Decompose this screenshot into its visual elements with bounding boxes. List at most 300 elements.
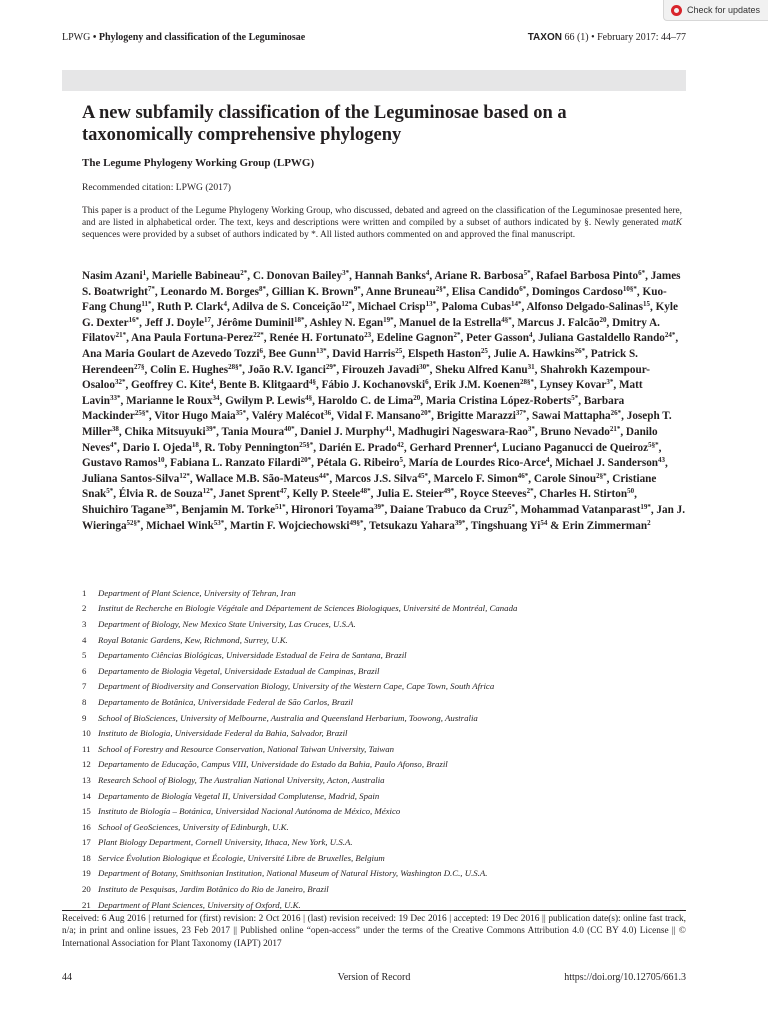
- author-name: Valéry Malécot: [251, 410, 325, 423]
- author-affiliation-mark: 6*: [638, 269, 646, 277]
- affiliation-text: Royal Botanic Gardens, Kew, Richmond, Surrey, U.K.: [98, 634, 288, 645]
- author: [369, 520, 465, 532]
- author-name: Ashley N. Egan: [309, 316, 384, 329]
- author-name: Hannah Banks: [354, 270, 426, 282]
- author: [358, 301, 437, 313]
- recommended-citation: Recommended citation: LPWG (2017): [82, 182, 231, 193]
- author-name: Matt Lavin: [82, 379, 643, 407]
- author: [435, 364, 534, 376]
- author: [124, 426, 216, 438]
- author-name: Marianne le Roux: [126, 394, 213, 407]
- author: [409, 442, 496, 454]
- author-name: Gerhard Prenner: [409, 441, 493, 454]
- crossmark-icon: [671, 5, 682, 16]
- author: [399, 317, 512, 329]
- author-affiliation-mark: 30*: [419, 362, 430, 371]
- author: [300, 426, 392, 438]
- author-affiliation-mark: 2*: [240, 269, 248, 277]
- author-affiliation-mark: 2*: [453, 331, 461, 340]
- version-of-record: Version of Record: [337, 972, 411, 983]
- author-affiliation-mark: 5*: [571, 393, 579, 402]
- affiliation-text: Service Évolution Biologique et Écologie, Université Libre de Bruxelles, Belgium: [98, 852, 385, 863]
- author-affiliation-mark: 31: [527, 362, 535, 371]
- author-name: Michael J. Sanderson: [555, 457, 659, 470]
- author-name: Shahrokh Kazempour-Osaloo: [82, 363, 650, 392]
- author-name: Sheku Alfred Kanu: [435, 363, 528, 376]
- affiliation-text: Department of Botany, Smithsonian Institution, National Museum of Natural History, Washington D.C., U.S.A.: [98, 868, 488, 879]
- author-affiliation-mark: 9*: [353, 284, 361, 293]
- author: [342, 364, 430, 376]
- author-affiliation-mark: 1: [142, 269, 147, 277]
- author-name: Anne Bruneau: [365, 285, 436, 298]
- author-affiliation-mark: 39*: [373, 502, 385, 511]
- author: [154, 410, 246, 422]
- author-name: Daiane Trabuco da Cruz: [390, 503, 509, 516]
- author-name: Cristiane Snak: [82, 472, 657, 501]
- author-name: Adilva de S. Conceição: [232, 301, 342, 314]
- author-affiliation-mark: 26*: [610, 409, 622, 418]
- author-affiliation-mark: 25: [480, 346, 488, 355]
- author-name: Firouzeh Javadi: [341, 363, 420, 376]
- author-affiliation-mark: 24*: [664, 331, 676, 340]
- author: [225, 395, 312, 407]
- affiliation-number: 10: [82, 728, 91, 739]
- author-name: Kelly P. Steele: [292, 488, 361, 501]
- author: [217, 317, 305, 329]
- author-affiliation-mark: 4: [546, 456, 550, 465]
- author-affiliation-mark: 21*: [115, 331, 127, 340]
- author-affiliation-mark: 41: [385, 424, 393, 433]
- author-affiliation-mark: 6: [259, 346, 263, 355]
- affiliation-text: Departamento de Biologia Vegetal, Universidade Estadual de Campinas, Brazil: [98, 665, 380, 676]
- affiliation-list: [82, 585, 686, 912]
- affiliation-item: [82, 663, 686, 679]
- author: [182, 504, 286, 516]
- issue-info: 66 (1) • February 2017: 44–77: [561, 32, 686, 43]
- affiliation-text: Instituto de Pesquisas, Jardim Botânico do Rio de Janeiro, Brazil: [98, 884, 329, 895]
- author-affiliation-mark: 4: [492, 440, 497, 449]
- author-name: Dmitry A. Filatov: [82, 316, 660, 345]
- author: [309, 317, 393, 329]
- affiliation-item: [82, 788, 686, 804]
- author-name: Danilo Neves: [82, 425, 658, 454]
- author-affiliation-mark: 2§*: [596, 471, 607, 480]
- page-number: 44: [62, 972, 72, 983]
- affiliation-item: [82, 585, 686, 601]
- author-affiliation-mark: 39*: [454, 518, 466, 527]
- author-name: Vitor Hugo Maia: [154, 410, 236, 423]
- journal-name: TAXON: [527, 32, 562, 43]
- author-affiliation-mark: 29*: [325, 362, 337, 371]
- author-name: Elspeth Haston: [407, 347, 481, 360]
- author-affiliation-mark: 39*: [165, 502, 176, 511]
- author-affiliation-mark: 43: [658, 456, 666, 465]
- author: [536, 270, 645, 282]
- affiliation-text: Departamento de Biología Vegetal II, Universidad Complutense, Madrid, Spain: [98, 790, 380, 801]
- affiliation-item: [82, 710, 686, 726]
- author-affiliation-mark: 33*: [109, 393, 121, 402]
- author-affiliation-mark: 16*: [128, 315, 140, 324]
- author-affiliation-mark: 25: [395, 346, 403, 355]
- affiliation-number: 8: [82, 696, 87, 707]
- author: [145, 317, 211, 329]
- author-affiliation-mark: 44*: [318, 471, 330, 480]
- author-affiliation-mark: 20: [599, 315, 607, 324]
- author-name: Marielle Babineau: [151, 270, 241, 282]
- author-name: María de Lourdes Rico-Arce: [408, 457, 547, 470]
- author-name: Peter Gasson: [466, 332, 529, 345]
- affiliation-number: 11: [82, 743, 91, 754]
- author-name: Vidal F. Mansano: [336, 410, 421, 423]
- author-affiliation-mark: 45*: [417, 471, 428, 480]
- author: [534, 473, 607, 485]
- author-name: Tetsukazu Yahara: [368, 519, 455, 532]
- author-affiliation-mark: 50: [627, 487, 635, 496]
- author-name: Hironori Toyama: [291, 503, 374, 516]
- author: [204, 442, 313, 454]
- author: [540, 379, 614, 391]
- author: [150, 364, 242, 376]
- author: [119, 488, 213, 500]
- author: [494, 348, 586, 360]
- affiliation-text: Departamento de Botânica, Universidade Federal de São Carlos, Brazil: [98, 696, 354, 707]
- author-name: Chika Mitsuyuki: [124, 425, 206, 438]
- author-name: Bruno Nevado: [540, 425, 610, 438]
- affiliation-text: Institut de Recherche en Biologie Végétale and Département de Sciences Biologiques, Université de Montréal, Canada: [98, 603, 518, 614]
- author-affiliation-mark: 20*: [420, 409, 432, 418]
- author-affiliation-mark: 47: [279, 487, 287, 496]
- author: [532, 410, 621, 422]
- author: [318, 395, 421, 407]
- header-short-title: • Phylogeny and classification of the Leguminosae: [90, 32, 306, 43]
- author: [195, 473, 329, 485]
- author: [390, 504, 515, 516]
- affiliation-number: 1: [82, 587, 87, 598]
- author: [252, 410, 332, 422]
- affiliation-number: 2: [82, 603, 87, 614]
- author-name: Erik J.M. Koenen: [434, 379, 520, 392]
- author-affiliation-mark: 5*: [523, 269, 531, 277]
- author: [434, 473, 529, 485]
- author-name: Patrick S. Herendeen: [82, 347, 638, 376]
- author-name: Paloma Cubas: [441, 301, 511, 314]
- author-affiliation-mark: 4§: [305, 393, 313, 402]
- affiliation-item: [82, 725, 686, 741]
- author-affiliation-mark: 11*: [141, 300, 152, 309]
- author-affiliation-mark: 4: [210, 378, 214, 387]
- author: [272, 286, 361, 298]
- author-name: Royce Steeves: [459, 488, 527, 501]
- author-affiliation-mark: 13*: [425, 300, 437, 309]
- affiliation-number: 4: [82, 634, 87, 645]
- affiliation-number: 16: [82, 821, 91, 832]
- author-list: Nasim Azani$^1$, Marielle Babineau$^{2*}$, C. Donovan Bailey$^{3*}$, Hannah Banks$^4$, Ariane R. Barbosa$^{5*}$, Rafael Barbosa Pinto$^{6*}$, James S. Boatwright$^{7*}$, Leonardo M. Borges$^{8*}$, Gillian K. Brown$^{9*}$, Anne Bruneau$^{2\S*}$, Elisa Candido$^{6*}$, Domingos Cardoso$^{10\S*}$, Kuo-Fang Chung$^{11*}$, Ruth P. Clark$^4$, Adilva de S. Conceição$^{12*}$, Michael Crisp$^{13*}$, Paloma Cubas$^{14*}$, Alfonso Delgado-Salinas$^{15}$, Kyle G. Dexter$^{16*}$, Jeff J. Doyle$^{17}$, Jérôme Duminil$^{18*}$, Ashley N. Egan$^{19*}$, Manuel de la Estrella$^{4\S*}$, Marcus J. Falcão$^{20}$, Dmitry A. Filatov$^{21*}$, Ana Paula Fortuna-Perez$^{22*}$, Renée H. Fortunato$^{23}$, Edeline Gagnon$^{2*}$, Peter Gasson$^4$, Juliana Gastaldello Rando$^{24*}$, Ana Maria Goulart de Azevedo Tozzi$^6$, Bee Gunn$^{13*}$, David Harris$^{25}$, Elspeth Haston$^{25}$, Julie A. Hawkins$^{26*}$, Patrick S. Herendeen$^{27\S}$, Colin E. Hughes$^{28\S*}$, João R.V. Iganci$^{29*}$, Firouzeh Javadi$^{30*}$, Sheku Alfred Kanu$^{31}$, Shahrokh Kazempour-Osaloo$^{32*}$, Geoffrey C. Kite$^4$, Bente B. Klitgaard$^{4\S}$, Fábio J. Kochanovski$^6$, Erik J.M. Koenen$^{28\S*}$, Lynsey Kovar$^{3*}$, Matt Lavin$^{33*}$, Marianne le Roux$^{34}$, Gwilym P. Lewis$^{4\S}$, Haroldo C. de Lima$^{20}$, Maria Cristina López-Roberts$^{5*}$, Barbara Mackinder$^{25\S*}$, Vitor Hugo Maia$^{35*}$, Valéry Malécot$^{36}$, Vidal F. Mansano$^{20*}$, Brigitte Marazzi$^{37*}$, Sawai Mattapha$^{26*}$, Joseph T. Miller$^{38}$, Chika Mitsuyuki$^{39*}$, Tania Moura$^{40*}$, Daniel J. Murphy$^{41}$, Madhugiri Nageswara-Rao$^{3*}$, Bruno Nevado$^{21*}$, Danilo Neves$^{4*}$, Dario I. Ojeda$^{18}$, R. Toby Pennington$^{25\S*}$, Darién E. Prado$^{42}$, Gerhard Prenner$^4$, Luciano Paganucci de Queiroz$^{5\S*}$, Gustavo Ramos$^{10}$, Fabiana L. Ranzato Filardi$^{20*}$, Pétala G. Ribeiro$^5$, María de Lourdes Rico-Arce$^4$, Michael J. Sanderson$^{43}$, Juliana Santos-Silva$^{12*}$, Wallace M.B. São-Mateus$^{44*}$, Marcos J.S. Silva$^{45*}$, Marcelo F. Simon$^{46*}$, Carole Sinou$^{2\S*}$, Cristiane Snak$^{5*}$, Élvia R. de Souza$^{12*}$, Janet Sprent$^{47}$, Kelly P. Steele$^{48*}$, Julia E. Steier$^{49*}$, Royce Steeves$^{2*}$, Charles H. Stirton$^{50}$, Shuichiro Tagane$^{39*}$, Benjamin M. Torke$^{51*}$, Hironori Toyama$^{39*}$, Daiane Trabuco da Cruz$^{5*}$, Mohammad Vatanparast$^{19*}$, Jan J. Wieringa$^{52\S*}$, Michael Wink$^{53*}$, Martin F. Wojciechowski$^{49\S*}$, Tetsukazu Yahara$^{39*}$, Tingshuang Yi$^{54}$ & Erin Zimmerman$^2$: [82, 269, 686, 532]
- author: [521, 504, 651, 516]
- author-affiliation-mark: 10: [157, 456, 165, 465]
- author-affiliation-mark: 20: [413, 393, 421, 402]
- affiliation-number: 20: [82, 884, 91, 895]
- affiliation-text: Plant Biology Department, Cornell University, Ithaca, New York, U.S.A.: [98, 837, 353, 848]
- author: [442, 301, 522, 313]
- author-affiliation-mark: 10§*: [622, 284, 637, 293]
- author-name: Bente B. Klitgaard: [219, 379, 309, 392]
- author-name: Madhugiri Nageswara-Rao: [397, 425, 528, 438]
- author-name: Sawai Mattapha: [531, 410, 611, 423]
- author-name: Bee Gunn: [268, 347, 317, 360]
- author-affiliation-mark: 4§*: [501, 315, 512, 324]
- author-name: Renée H. Fortunato: [269, 332, 365, 345]
- affiliation-item: [82, 803, 686, 819]
- author-name: Jérôme Duminil: [216, 316, 294, 329]
- affiliation-text: Departamento de Educação, Campus VIII, Universidade do Estado da Bahia, Paulo Afonso, Brazil: [98, 759, 448, 770]
- author: [502, 442, 659, 454]
- author: [409, 457, 550, 469]
- author: [355, 270, 430, 282]
- author-affiliation-mark: 38: [111, 424, 119, 433]
- author-affiliation-mark: 6: [425, 378, 429, 387]
- author: [232, 301, 352, 313]
- author-affiliation-mark: 25§*: [134, 409, 149, 418]
- author: [170, 457, 311, 469]
- author-name: Leonardo M. Borges: [160, 285, 259, 298]
- author-affiliation-mark: 4: [528, 331, 533, 340]
- author-name: Jan J. Wieringa: [82, 503, 686, 532]
- author-name: David Harris: [332, 347, 396, 360]
- article-title: A new subfamily classification of the Leguminosae based on a taxonomically comprehensive phylogeny: [82, 103, 567, 145]
- author: [126, 395, 219, 407]
- author-name: Fábio J. Kochanovski: [321, 379, 426, 392]
- author-name: Colin E. Hughes: [150, 363, 229, 376]
- author-name: Luciano Paganucci de Queiroz: [501, 441, 649, 454]
- affiliation-item: [82, 757, 686, 773]
- check-for-updates-label: Check for updates: [687, 5, 761, 15]
- author: [539, 488, 634, 500]
- affiliation-number: 3: [82, 618, 87, 629]
- author: [221, 426, 294, 438]
- affiliation-number: 14: [82, 790, 91, 801]
- author-name: Geoffrey C. Kite: [131, 379, 211, 392]
- author: [366, 286, 446, 298]
- author: [426, 395, 578, 407]
- author-affiliation-mark: 12*: [202, 487, 214, 496]
- author-name: Joseph T. Miller: [82, 410, 672, 438]
- author-affiliation-mark: 23: [364, 331, 372, 340]
- author: [466, 332, 532, 344]
- author-name: Kuo-Fang Chung: [82, 285, 667, 314]
- affiliation-text: School of BioSciences, University of Melbourne, Australia and Queensland Herbarium, Toowong, Australia: [98, 712, 478, 723]
- intro-paragraph: [82, 205, 682, 242]
- author-affiliation-mark: 46*: [517, 471, 529, 480]
- author-affiliation-mark: 17: [204, 315, 212, 324]
- affiliation-item: [82, 616, 686, 632]
- author: [398, 426, 535, 438]
- author-name: Daniel J. Murphy: [300, 425, 386, 438]
- journal-issue: [528, 32, 686, 43]
- check-for-updates-badge[interactable]: [663, 0, 768, 21]
- author-name: Manuel de la Estrella: [399, 316, 502, 329]
- author: [123, 442, 199, 454]
- author-name: Gustavo Ramos: [82, 457, 158, 470]
- affiliation-item: [82, 866, 686, 882]
- author: [146, 520, 224, 532]
- author-affiliation-mark: 35*: [235, 409, 247, 418]
- author-affiliation-mark: 49§*: [349, 518, 364, 527]
- author-name: Juliana Gastaldello Rando: [538, 332, 665, 345]
- affiliation-item: [82, 772, 686, 788]
- author-affiliation-mark: 12*: [341, 300, 352, 309]
- author-affiliation-mark: 15: [643, 300, 651, 309]
- affiliation-item: [82, 679, 686, 695]
- author: [82, 457, 165, 469]
- author: [517, 317, 606, 329]
- author-affiliation-mark: 5*: [106, 487, 114, 496]
- author: [532, 286, 637, 298]
- author-name: Dario I. Ojeda: [122, 441, 192, 454]
- author-name: Haroldo C. de Lima: [317, 394, 414, 407]
- author-affiliation-mark: 36: [324, 409, 332, 418]
- author: [541, 426, 621, 438]
- author-name: Pétala G. Ribeiro: [316, 457, 400, 470]
- author-affiliation-mark: 7*: [147, 284, 155, 293]
- author-name: Élvia R. de Souza: [118, 488, 203, 501]
- author-affiliation-mark: 39*: [205, 424, 217, 433]
- author: [82, 270, 146, 282]
- author-name: Martin F. Wojciechowski: [229, 519, 350, 532]
- author: [269, 348, 327, 360]
- author-affiliation-mark: 21*: [609, 424, 621, 433]
- running-header: [62, 32, 686, 46]
- publication-history: Received: 6 Aug 2016 | returned for (first) revision: 2 Oct 2016 | (last) revision received: 19 Dec 2016 | accepted: 19 Dec 2016 || publication date(s): online fast track, n/a; in print and online issues, 23 Feb 2017 || Published online “open-access” under the terms of the Creative Commons Attribution 4.0 (CC BY 4.0) License || © International Association for Plant Taxonomy (IAPT) 2017: [62, 914, 686, 949]
- author-name: Tania Moura: [221, 425, 285, 438]
- author: [319, 442, 404, 454]
- author-affiliation-mark: 48*: [360, 487, 371, 496]
- author-affiliation-mark: 4§: [308, 378, 316, 387]
- author: [160, 286, 266, 298]
- author: [332, 348, 402, 360]
- author: [219, 379, 316, 391]
- author-affiliation-mark: 37*: [515, 409, 527, 418]
- author: [434, 270, 530, 282]
- affiliation-text: Research School of Biology, The Australian National University, Acton, Australia: [98, 774, 385, 785]
- doi-link[interactable]: https://doi.org/10.12705/661.3: [564, 972, 686, 983]
- affiliation-text: Instituto de Biología – Botánica, Universidad Nacional Autónoma de México, México: [98, 806, 401, 817]
- affiliation-item: [82, 819, 686, 835]
- author: [157, 301, 227, 313]
- affiliation-number: 17: [82, 837, 91, 848]
- author-affiliation-mark: 19*: [383, 315, 394, 324]
- author-affiliation-mark: 51*: [275, 502, 286, 511]
- author-name: Gillian K. Brown: [271, 285, 354, 298]
- author-name: Janet Sprent: [218, 488, 280, 501]
- affiliation-number: 5: [82, 650, 87, 661]
- author-affiliation-mark: 6*: [519, 284, 527, 293]
- affiliation-number: 19: [82, 868, 91, 879]
- author-affiliation-mark: 34: [212, 393, 220, 402]
- author: [82, 348, 263, 360]
- author-affiliation-mark: 52§*: [126, 518, 141, 527]
- affiliation-item: [82, 632, 686, 648]
- author: [460, 488, 534, 500]
- author-name: João R.V. Iganci: [247, 363, 326, 376]
- author-name: Juliana Santos-Silva: [82, 472, 180, 485]
- section-band: [62, 70, 686, 91]
- affiliation-text: Instituto de Biologia, Universidade Federal da Bahia, Salvador, Brazil: [98, 728, 348, 739]
- author: [253, 270, 349, 282]
- page-footer: [62, 972, 686, 986]
- affiliation-number: 13: [82, 774, 91, 785]
- author: [437, 410, 527, 422]
- author-affiliation-mark: 22*: [253, 331, 264, 340]
- author-affiliation-mark: 5: [399, 456, 404, 465]
- author-name: Alfonso Delgado-Salinas: [526, 301, 644, 314]
- author: [526, 301, 650, 313]
- author-affiliation-mark: 4*: [109, 440, 117, 449]
- author-affiliation-mark: 28§*: [228, 362, 243, 371]
- author-name: Kyle G. Dexter: [82, 301, 678, 329]
- author-affiliation-mark: 19*: [640, 502, 651, 511]
- author-affiliation-mark: 20*: [300, 456, 312, 465]
- author: [452, 286, 526, 298]
- author: [434, 379, 534, 391]
- footnote-rule: [62, 910, 686, 911]
- affiliation-number: 21: [82, 899, 91, 910]
- affiliation-number: 18: [82, 852, 91, 863]
- author-affiliation-mark: 28§*: [519, 378, 534, 387]
- author-name: Marcelo F. Simon: [433, 472, 518, 485]
- author: [471, 520, 548, 532]
- author-name: Erin Zimmerman: [562, 519, 648, 532]
- affiliation-item: [82, 835, 686, 851]
- author-affiliation-mark: 18: [191, 440, 199, 449]
- author-name: Brigitte Marazzi: [436, 410, 516, 423]
- affiliation-text: Department of Plant Science, University of Tehran, Iran: [98, 587, 296, 598]
- author-affiliation-mark: 12*: [179, 471, 190, 480]
- header-author-abbrev: LPWG: [62, 32, 91, 43]
- affiliation-number: 9: [82, 712, 87, 723]
- author-name: Michael Crisp: [357, 301, 426, 314]
- author: [82, 504, 176, 516]
- author: [291, 504, 384, 516]
- author: [152, 270, 248, 282]
- affiliation-item: [82, 850, 686, 866]
- author: [376, 488, 454, 500]
- author: [377, 332, 461, 344]
- author-affiliation-mark: 26*: [574, 346, 586, 355]
- author-affiliation-mark: 3*: [606, 378, 614, 387]
- affiliation-item: [82, 647, 686, 663]
- author: [82, 473, 190, 485]
- affiliation-text: School of GeoSciences, University of Edinburgh, U.K.: [98, 821, 289, 832]
- author-affiliation-mark: 13*: [316, 346, 327, 355]
- affiliation-text: Departamento Ciências Biológicas, Universidade Estadual de Feira de Santana, Brazil: [98, 650, 407, 661]
- author-name: Marcus J. Falcão: [517, 316, 600, 329]
- affiliation-text: Department of Plant Sciences, University of Oxford, U.K.: [98, 899, 301, 910]
- author-name: Carole Sinou: [533, 472, 597, 485]
- author-affiliation-mark: 2§*: [435, 284, 447, 293]
- gene-name: matK: [661, 218, 682, 229]
- author-affiliation-mark: 3*: [527, 424, 535, 433]
- author-name: Maria Cristina López-Roberts: [425, 394, 572, 407]
- author-name: Wallace M.B. São-Mateus: [195, 472, 319, 485]
- author-affiliation-mark: 27§: [134, 362, 145, 371]
- author-name: Barbara Mackinder: [82, 394, 625, 423]
- author-affiliation-mark: 4: [425, 269, 430, 277]
- affiliation-number: 7: [82, 681, 87, 692]
- author: [317, 457, 403, 469]
- author-name: Shuichiro Tagane: [82, 503, 166, 516]
- author-name: Benjamin M. Torke: [181, 503, 276, 516]
- author-name: Elisa Candido: [451, 285, 520, 298]
